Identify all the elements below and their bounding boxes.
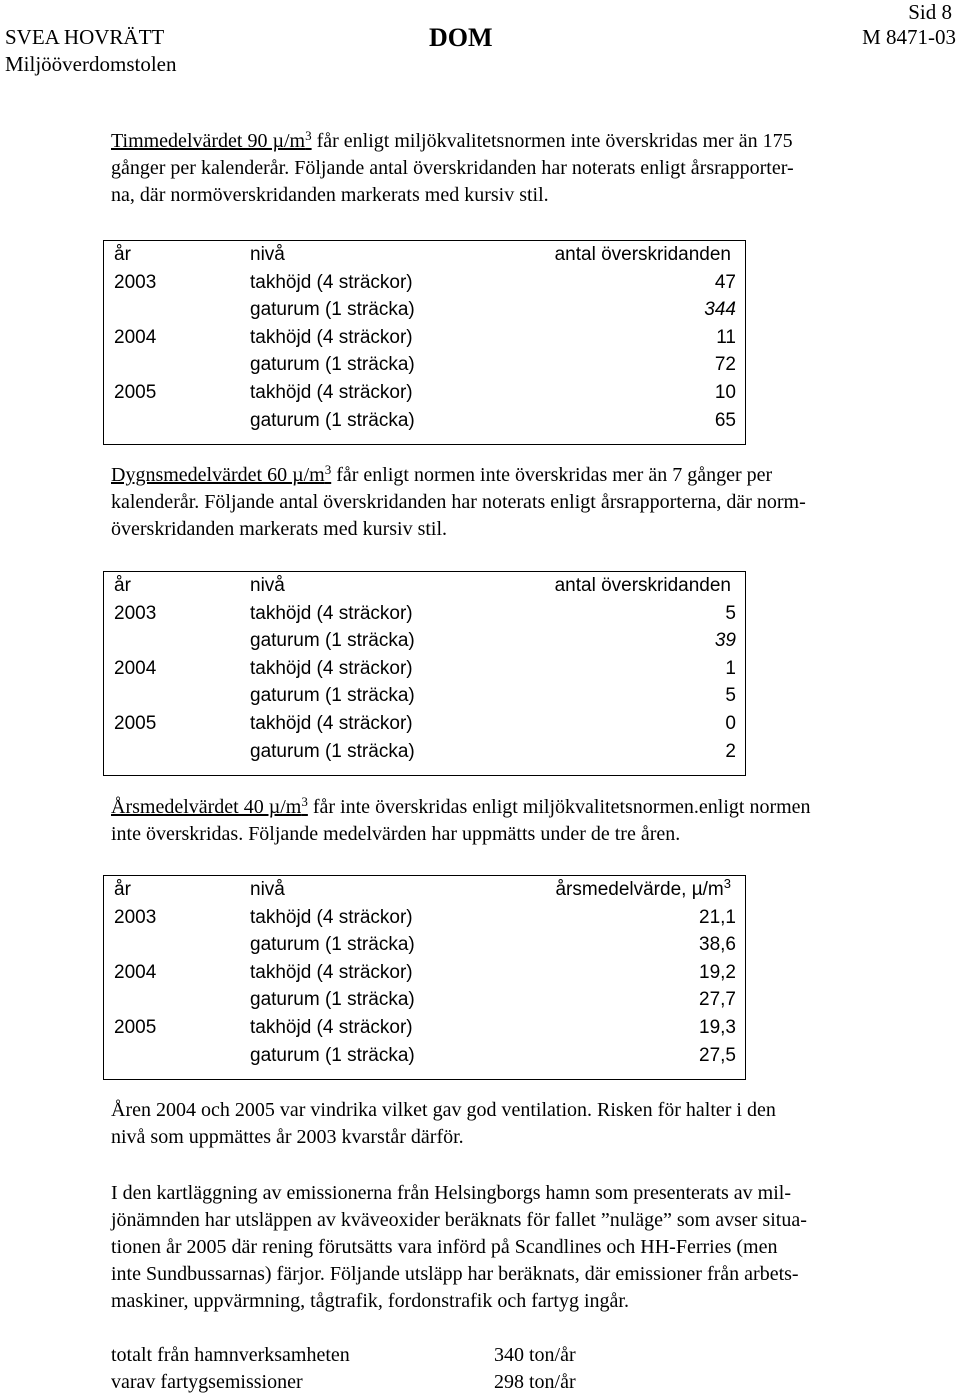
- header-value: antal överskridanden: [554, 244, 731, 265]
- cell-value: 5: [725, 685, 736, 707]
- cell-level: takhöjd (4 sträckor): [250, 657, 413, 679]
- table-row: [104, 1042, 745, 1070]
- cell-year: 2005: [114, 381, 157, 403]
- cell-year: 2004: [114, 961, 157, 983]
- cell-year: 2003: [114, 271, 157, 293]
- paragraph-ventilation: Åren 2004 och 2005 var vindrika vilket gav god ventilation. Risken för halter i den nivå som uppmättes år 2003 kvarstår därför.: [111, 1099, 776, 1148]
- table-row: [104, 931, 745, 959]
- emissions-label: varav fartygsemissioner: [111, 1371, 303, 1393]
- cell-level: takhöjd (4 sträckor): [250, 961, 413, 983]
- cell-level: gaturum (1 sträcka): [250, 299, 415, 321]
- cell-year: 2004: [114, 657, 157, 679]
- cell-value: 2: [725, 740, 736, 762]
- cell-level: gaturum (1 sträcka): [250, 989, 415, 1011]
- cell-level: gaturum (1 sträcka): [250, 1044, 415, 1066]
- cell-value: 19,3: [699, 1016, 736, 1038]
- annual-norm-label: Årsmedelvärdet 40 $\mu/m^3$: [111, 794, 308, 818]
- cell-level: gaturum (1 sträcka): [250, 630, 415, 652]
- paragraph-daily-norm: Dygnsmedelvärdet 60 $\mu/m^3$ får enligt normen inte överskridas mer än 7 gånger per kalenderår. Följande antal överskridanden har noterats enligt årsrapporterna, där norm- överskridanden markerats med kursiv stil.: [111, 462, 806, 540]
- emissions-list: [111, 1342, 711, 1396]
- cell-value: 344: [704, 299, 736, 321]
- cell-value: 10: [714, 381, 736, 403]
- cell-level: gaturum (1 sträcka): [250, 354, 415, 376]
- cell-level: gaturum (1 sträcka): [250, 685, 415, 707]
- header-level: nivå: [250, 575, 285, 596]
- cell-year: 2003: [114, 906, 157, 928]
- table-header-row: [104, 241, 745, 269]
- header-year: år: [114, 879, 131, 900]
- cell-level: takhöjd (4 sträckor): [250, 326, 413, 348]
- cell-value: 39: [714, 630, 736, 652]
- emissions-row: [111, 1342, 711, 1369]
- cell-level: takhöjd (4 sträckor): [250, 712, 413, 734]
- header-year: år: [114, 575, 131, 596]
- court-name: SVEA HOVRÄTT: [5, 25, 165, 49]
- document-type: DOM: [429, 23, 493, 52]
- page-number: Sid 8: [908, 0, 952, 24]
- table-row: [104, 627, 745, 655]
- header-level: nivå: [250, 244, 285, 265]
- cell-value: 65: [714, 409, 736, 431]
- daily-norm-label: Dygnsmedelvärdet 60 $\mu/m^3$: [111, 462, 332, 486]
- hourly-norm-label: Timmedelvärdet 90 $\mu/m^3$: [111, 128, 312, 152]
- hourly-exceedances-table: [103, 240, 746, 445]
- table-row: [104, 986, 745, 1014]
- daily-exceedances-table: [103, 571, 746, 776]
- paragraph-emissions-survey: I den kartläggning av emissionerna från Helsingborgs hamn som presenterats av mil- jönämnden har utsläppen av kväveoxider beräknats för fallet ”nuläge” som avser situa- tionen år 2005 där rening förutsätts vara införd på Scandlines och HH-Ferries (men inte Sundbussarnas) färjor. Följande utsläpp har beräknats, där emissioner från arbets- maskiner, uppvärmning, tågtrafik, fordonstrafik och fartyg ingår.: [111, 1182, 807, 1312]
- cell-value: 1: [725, 657, 736, 679]
- emissions-label: totalt från hamnverksamheten: [111, 1344, 350, 1366]
- table-header-row: [104, 876, 745, 904]
- cell-value: 0: [725, 712, 736, 734]
- cell-value: 21,1: [699, 906, 736, 928]
- cell-level: gaturum (1 sträcka): [250, 740, 415, 762]
- cell-value: 27,5: [699, 1044, 736, 1066]
- paragraph-hourly-norm: Timmedelvärdet 90 $\mu/m^3$ får enligt miljökvalitetsnormen inte överskridas mer än 175 gånger per kalenderår. Följande antal överskridanden har noterats enligt årsrapporter- na, där normöverskridanden markerats med kursiv stil.: [111, 128, 794, 206]
- table-row: [104, 600, 745, 628]
- annual-means-table: [103, 875, 746, 1080]
- emissions-value: 298 ton/år: [494, 1371, 576, 1393]
- header-value: årsmedelvärde, $\mu/m^3$: [555, 876, 731, 900]
- table-row: [104, 655, 745, 683]
- table-row: [104, 269, 745, 297]
- cell-value: 27,7: [699, 989, 736, 1011]
- cell-value: 11: [716, 326, 736, 348]
- table-row: [104, 351, 745, 379]
- emissions-row: [111, 1369, 711, 1396]
- cell-value: 5: [725, 602, 736, 624]
- cell-level: takhöjd (4 sträckor): [250, 271, 413, 293]
- table-row: [104, 296, 745, 324]
- court-division: Miljööverdomstolen: [5, 52, 177, 76]
- cell-year: 2005: [114, 1016, 157, 1038]
- table-row: [104, 738, 745, 766]
- cell-level: takhöjd (4 sträckor): [250, 381, 413, 403]
- cell-year: 2005: [114, 712, 157, 734]
- cell-value: 72: [714, 354, 736, 376]
- emissions-value: 340 ton/år: [494, 1344, 576, 1366]
- cell-value: 19,2: [699, 961, 736, 983]
- cell-level: takhöjd (4 sträckor): [250, 602, 413, 624]
- header-year: år: [114, 244, 131, 265]
- table-row: [104, 904, 745, 932]
- cell-level: gaturum (1 sträcka): [250, 934, 415, 956]
- table-row: [104, 682, 745, 710]
- table-header-row: [104, 572, 745, 600]
- table-row: [104, 379, 745, 407]
- cell-level: gaturum (1 sträcka): [250, 409, 415, 431]
- cell-level: takhöjd (4 sträckor): [250, 1016, 413, 1038]
- table-row: [104, 407, 745, 435]
- paragraph-annual-norm: Årsmedelvärdet 40 $\mu/m^3$ får inte överskridas enligt miljökvalitetsnormen.enligt normen inte överskridas. Följande medelvärden har uppmätts under de tre åren.: [111, 794, 811, 845]
- header-level: nivå: [250, 879, 285, 900]
- cell-value: 47: [714, 271, 736, 293]
- case-number: M 8471-03: [862, 25, 956, 49]
- table-row: [104, 324, 745, 352]
- cell-year: 2004: [114, 326, 157, 348]
- cell-level: takhöjd (4 sträckor): [250, 906, 413, 928]
- cell-value: 38,6: [699, 934, 736, 956]
- table-row: [104, 959, 745, 987]
- table-row: [104, 710, 745, 738]
- cell-year: 2003: [114, 602, 157, 624]
- header-value: antal överskridanden: [554, 575, 731, 596]
- table-row: [104, 1014, 745, 1042]
